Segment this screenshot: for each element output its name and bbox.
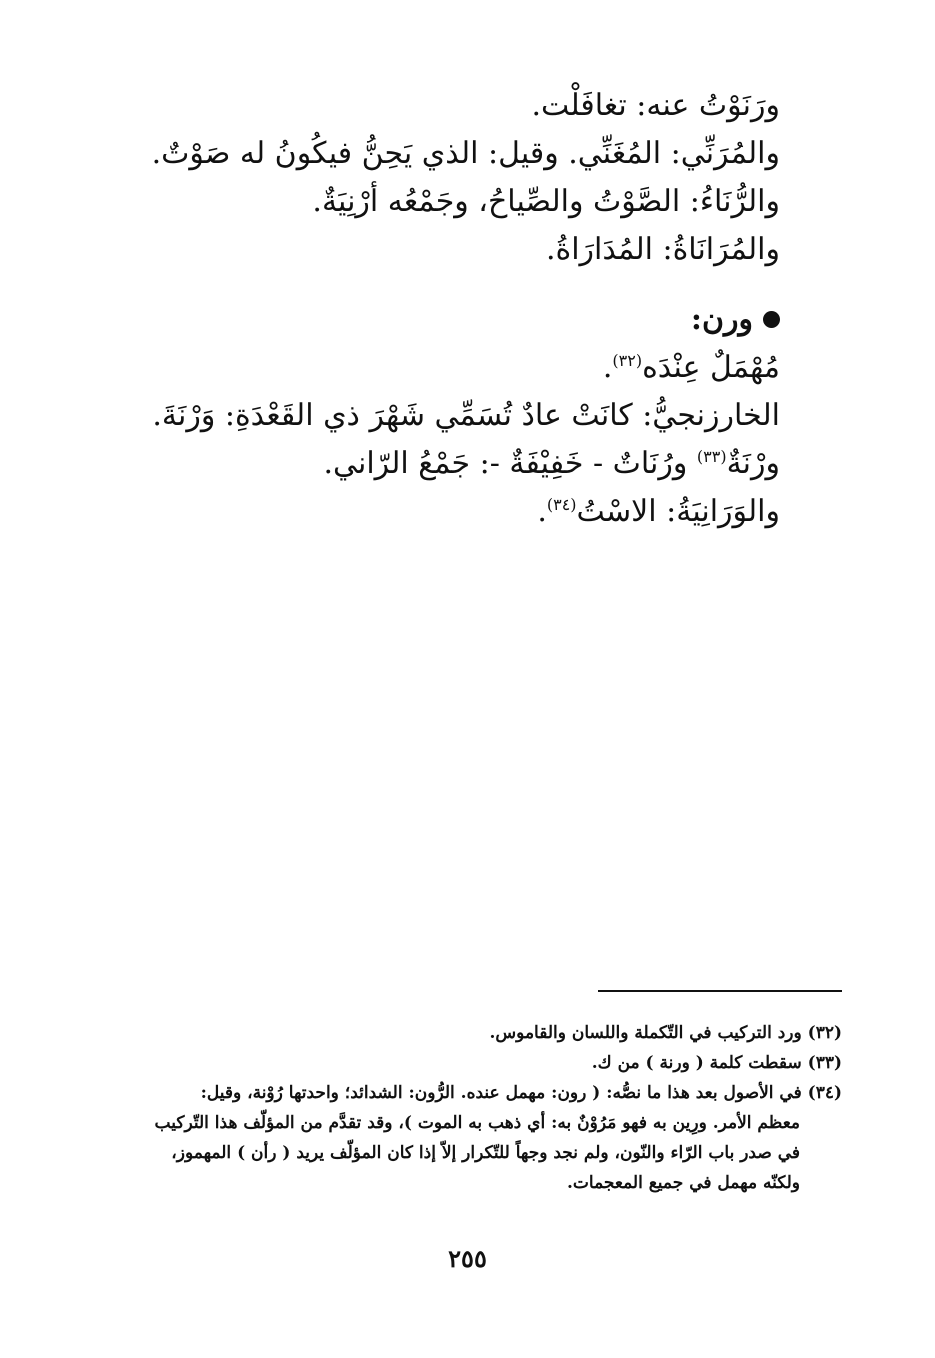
main-text (120, 82, 780, 536)
footnote-34-cont: معظم الأمر. ورِين به فهو مَرُوْنٌ به: أي ذهب به الموت )، وقد تقدَّم من المؤلّف هذا التّركيب (154, 1113, 800, 1133)
text-line (120, 440, 780, 488)
footnote-separator (598, 990, 842, 992)
footnote-ref: (٣٢) (612, 351, 643, 370)
footnote-32: (٣٢) ورد التركيب في التّكملة واللسان والقاموس. (489, 1023, 842, 1043)
text-line (120, 344, 780, 392)
footnote-ref: (٣٤) (546, 495, 577, 514)
text-line (120, 488, 780, 536)
entry-heading (120, 296, 780, 344)
bullet-icon (763, 311, 780, 328)
footnote-33: (٣٣) سقطت كلمة ( ورنة ) من ك. (591, 1053, 842, 1073)
line-end: . (602, 350, 613, 385)
text-line: والمُرَانَاةُ: المُدَارَاةُ. (545, 232, 780, 267)
line-text: مُهْمَلٌ عِنْدَه (642, 350, 780, 385)
footnote-ref: (٣٣) (696, 447, 727, 466)
footnotes (112, 1018, 842, 1198)
footnote-34: (٣٤) في الأصول بعد هذا ما نصُّه: ( رون: مهمل عنده. الرُّون: الشدائد؛ واحدتها رُوْنة، وقيل: (200, 1083, 842, 1103)
text-line: والرُّنَاءُ: الصَّوْتُ والصِّياحُ، وجَمْعُه أرْنِيَةٌ. (312, 184, 780, 219)
line-text: ورُنَاتٌ - خَفِيْفَةٌ -: جَمْعُ الرّاني. (323, 446, 697, 481)
line-text: والوَرَانِيَةُ: الاسْتُ (576, 494, 780, 529)
entry-heading-label: ورن: (690, 302, 753, 337)
footnote-34-cont: ولكنّه مهمل في جميع المعجمات. (567, 1173, 800, 1193)
text-line: والمُرَنِّي: المُغَنِّي. وقيل: الذي يَحِنُّ فيكُونُ له صَوْتٌ. (151, 136, 780, 171)
footnote-34-cont: في صدر باب الرّاء والنّون، ولم نجد وجهاً للتّكرار إلاّ إذا كان المؤلّف يريد ( رأن ) المهموز، (171, 1143, 800, 1163)
text-line: ورَنَوْتُ عنه: تغافَلْت. (531, 88, 780, 123)
page-number: ٢٥٥ (448, 1244, 487, 1273)
line-text: ورْنَةٌ (726, 446, 780, 481)
line-end: . (537, 494, 547, 529)
text-line: الخارزنجيُّ: كانَتْ عادٌ تُسَمِّي شَهْرَ ذي القَعْدَةِ: وَرْنَةَ. (152, 398, 780, 433)
